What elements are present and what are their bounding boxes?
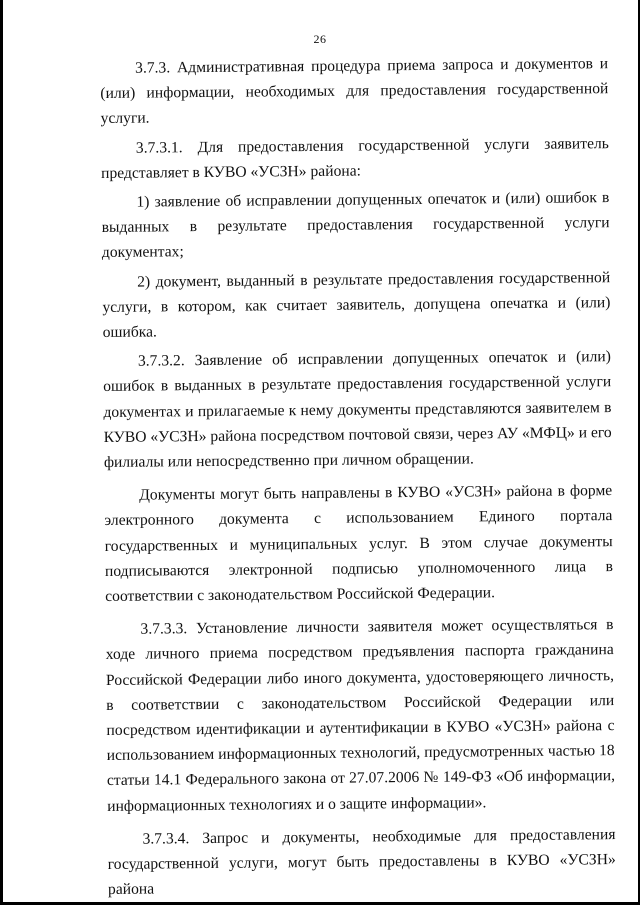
page-number: 26	[313, 32, 327, 46]
list-item-1: 1) заявление об исправлении допущенных опечаток и (или) ошибок в выданных в результате предоставления государственной услуги документах;	[101, 189, 610, 262]
paragraph-3-7-3: 3.7.3. Административная процедура приема запроса и документов и (или) информации, необходимых для предоставления государственной услуги.	[100, 55, 609, 128]
document-body	[100, 51, 616, 906]
scan-border-left	[0, 0, 3, 905]
paragraph-3-7-3-4: 3.7.3.4. Запрос и документы, необходимые для предоставления государственной услуги, могут быть предоставлены в КУВО «УСЗН» района	[107, 825, 616, 899]
paragraph-3-7-3-1: 3.7.3.1. Для предоставления государственной услуги заявитель представляет в КУВО «УСЗН» района:	[101, 134, 609, 182]
list-item-2: 2) документ, выданный в результате предоставления государственной услуги, в котором, как считает заявитель, допущена опечатка и (или) ошибка.	[102, 268, 611, 342]
paragraph-electronic-documents: Документы могут быть направлены в КУВО «УСЗН» района в форме электронного документа с использованием Единого портала государственных и муниципальных услуг. В этом случае документы подписываются электронной подписью уполномоченного лица в соответствии с законодательством Российской Федерации.	[104, 482, 614, 606]
paragraph-3-7-3-3: 3.7.3.3. Установление личности заявителя может осуществляться в ходе личного приема посредством предъявления паспорта гражданина Российской Федерации либо иного документа, удостоверяющего личность, в соответствии с законодательством Российской Федерации или посредством идентификации и аутентификации в КУВО «УСЗН» района с использованием информационных технологий, предусмотренных частью 18 статьи 14.1 Федерального закона от 27.07.2006 № 149-ФЗ «Об информации, информационных технологиях и о защите информации».	[105, 616, 616, 815]
paragraph-3-7-3-2: 3.7.3.2. Заявление об исправлении допущенных опечаток и (или) ошибок в выданных в результате предоставления государственной услуги документах и прилагаемые к нему документы представляются заявителем в КУВО «УСЗН» района посредством почтовой связи, через АУ «МФЦ» и его филиалы или непосредственно при личном обращении.	[103, 348, 612, 472]
